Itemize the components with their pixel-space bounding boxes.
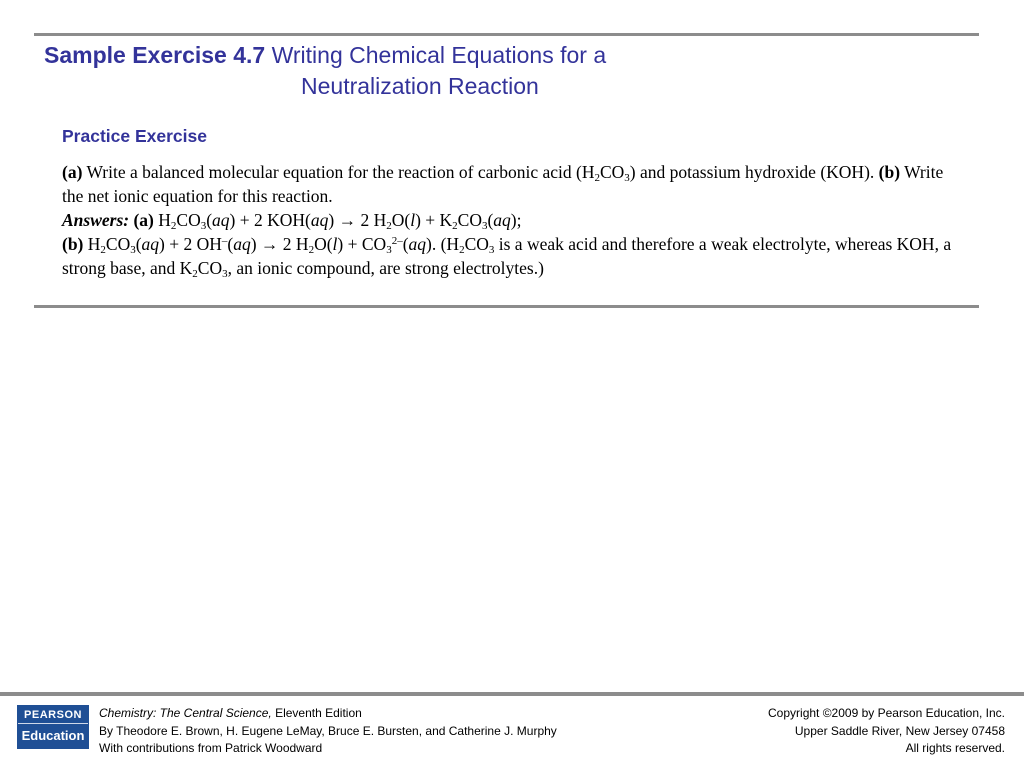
book-title: Chemistry: The Central Science, <box>99 706 272 720</box>
slide-title <box>44 40 944 102</box>
footer-copyright <box>768 705 1005 758</box>
practice-heading: Practice Exercise <box>62 126 207 146</box>
title-line-2: Neutralization Reaction <box>301 73 539 99</box>
rights: All rights reserved. <box>905 741 1005 755</box>
edition: Eleventh Edition <box>275 706 362 720</box>
practice-body <box>62 160 962 280</box>
title-line-1: Writing Chemical Equations for a <box>271 42 607 68</box>
bottom-rule <box>34 305 979 308</box>
top-rule <box>34 33 979 36</box>
logo-text-bottom: Education <box>21 728 85 743</box>
answer-a: Answers: (a) $H_2CO_3(aq) + 2$ KOH(aq) → 2 $H_2O(l) + K_2CO_3(aq)$; <box>62 210 522 232</box>
question-text: (a) Write a balanced molecular equation for the reaction of carbonic acid $(H_2CO_3)$ and potassium hydroxide (KOH). (b) Write the net ionic equation for this reaction. <box>62 162 944 206</box>
footer-rule <box>0 692 1024 696</box>
exercise-label: Sample Exercise 4.7 <box>44 42 266 68</box>
logo-text-top: PEARSON <box>18 706 88 724</box>
authors: By Theodore E. Brown, H. Eugene LeMay, Bruce E. Bursten, and Catherine J. Murphy <box>99 723 557 738</box>
address: Upper Saddle River, New Jersey 07458 <box>794 723 1005 738</box>
pearson-logo <box>17 705 89 749</box>
answer-b: (b) $H_2CO_3(aq) + 2$ OH–(aq) → 2 $H_2O(l) + CO_3^{2-}(aq)$. ($H_2CO_3$ is a weak acid and therefore a weak electrolyte, whereas KOH, a strong base, and $K_2CO_3$, an ionic compound, are strong electrolytes.) <box>62 234 952 280</box>
contributions: With contributions from Patrick Woodward <box>99 741 323 755</box>
copyright: Copyright ©2009 by Pearson Education, Inc. <box>768 706 1005 720</box>
footer-citation <box>99 705 557 758</box>
